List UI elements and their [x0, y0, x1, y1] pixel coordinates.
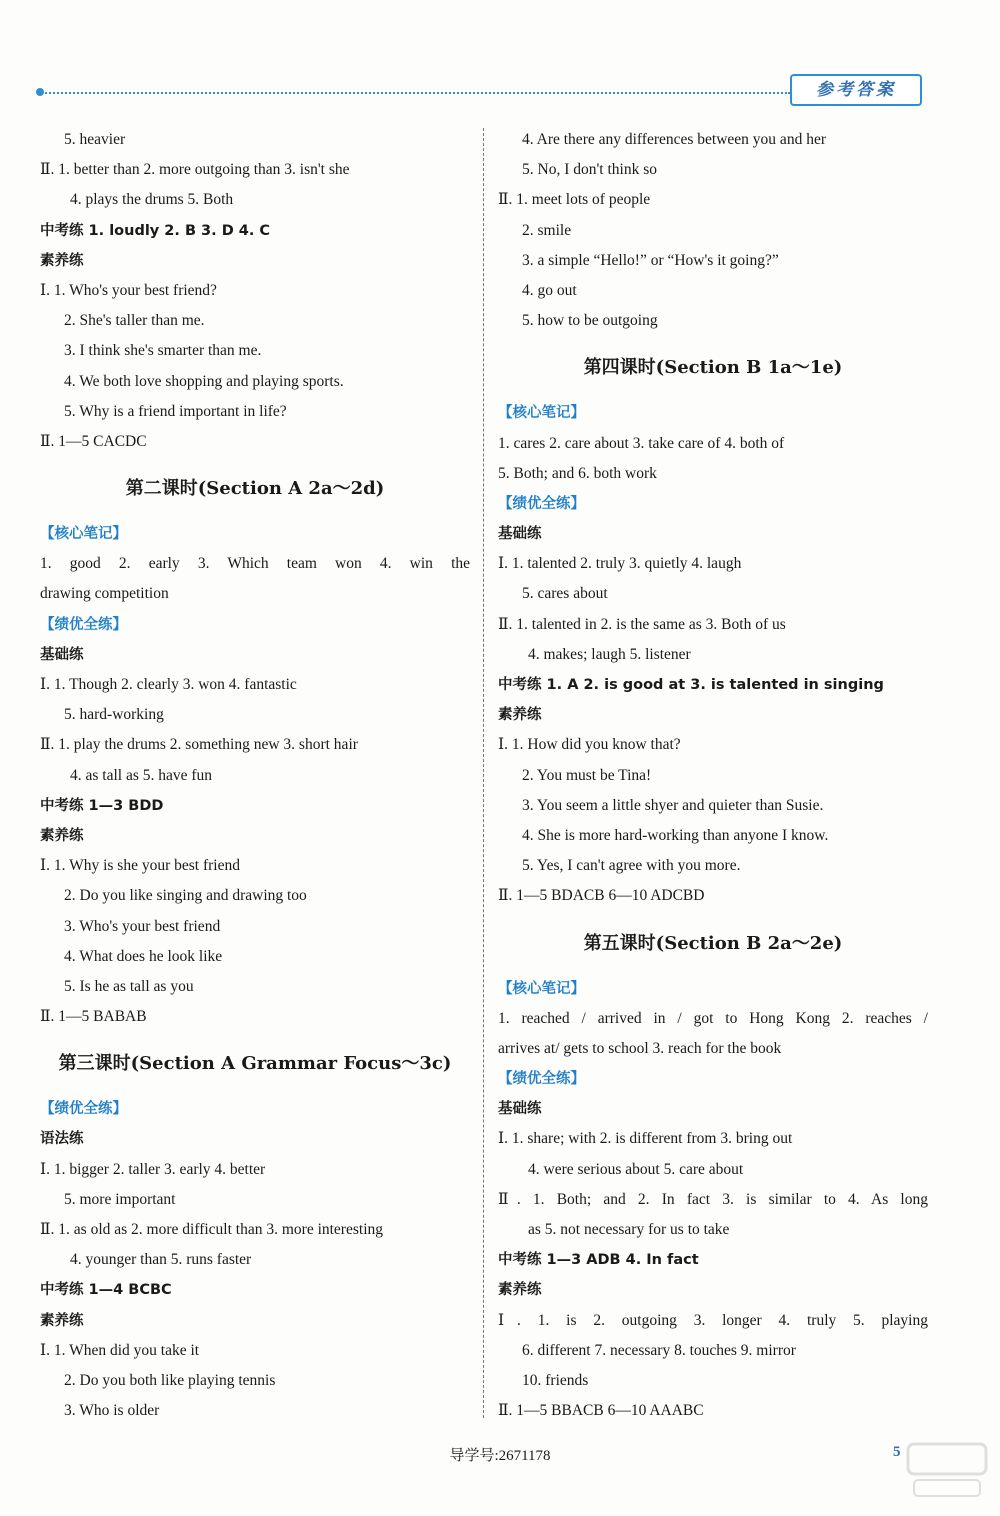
answer-line: 5. Yes, I can't agree with you more. [522, 857, 741, 875]
exercise-label: 中考练 1—3 ADB 4. In fact [498, 1252, 699, 1269]
exercise-label: 中考练 1. A 2. is good at 3. is talented in singing [498, 677, 884, 693]
answer-line: Ⅱ. 1—5 BABAB [40, 1008, 147, 1026]
answer-line: 3. Who is older [64, 1402, 160, 1420]
answer-line: 5. heavier [64, 131, 126, 148]
answer-line: 10. friends [522, 1371, 589, 1389]
answer-line: 6. different 7. necessary 8. touches 9. mirror [522, 1341, 796, 1359]
answer-line: 1. cares 2. care about 3. take care of 4. both of [498, 434, 785, 452]
answer-line: as 5. not necessary for us to take [528, 1221, 730, 1238]
right-column [498, 125, 928, 1426]
exercise-label: 中考练 1—3 BDD [40, 797, 164, 814]
exercise-label: 基础练 [498, 1101, 542, 1118]
page-number: 5 [893, 1444, 901, 1460]
answer-line: 5. Why is a friend important in life? [64, 402, 287, 420]
answer-line: 4. What does he look like [64, 947, 223, 965]
answer-line: 1. reached / arrived in / got to Hong Kong 2. reaches / [498, 1009, 928, 1027]
answer-line: 5. Is he as tall as you [64, 977, 194, 995]
answer-line: 3. a simple “Hello!” or “How's it going?” [522, 251, 779, 269]
answer-line: 4. makes; laugh 5. listener [528, 645, 691, 663]
exercise-label: 素养练 [40, 827, 84, 844]
answer-line: Ⅱ. 1. play the drums 2. something new 3. short hair [40, 736, 358, 754]
exercise-label: 素养练 [498, 1282, 542, 1299]
answer-line: Ⅱ. 1. talented in 2. is the same as 3. Both of us [498, 615, 786, 633]
exercise-label: 中考练 1. loudly 2. B 3. D 4. C [40, 222, 271, 239]
section-tag: 【核心笔记】 [498, 980, 585, 997]
answer-line: 3. I think she's smarter than me. [64, 342, 262, 360]
answer-line: Ⅰ. 1. How did you know that? [498, 736, 681, 754]
answer-line: Ⅰ. 1. is 2. outgoing 3. longer 4. truly 5. playing [498, 1311, 928, 1329]
answer-line: 4. We both love shopping and playing sports. [64, 372, 344, 390]
answer-line: Ⅰ. 1. Why is she your best friend [40, 857, 240, 875]
answer-key-badge: 参考答案 [790, 74, 922, 106]
answer-line: 2. She's taller than me. [64, 312, 205, 330]
answer-line: 2. smile [522, 221, 572, 239]
exercise-label: 素养练 [498, 707, 542, 724]
section-heading: 第二课时(Section A 2a～2d) [125, 478, 385, 500]
answer-line: 5. cares about [522, 585, 608, 603]
answer-line: Ⅱ. 1—5 BBACB 6—10 AAABC [498, 1402, 704, 1420]
answer-line: Ⅰ. 1. Though 2. clearly 3. won 4. fantastic [40, 676, 297, 693]
section-tag: 【绩优全练】 [498, 1071, 585, 1088]
answer-line: Ⅱ. 1. better than 2. more outgoing than 3. isn't she [40, 161, 350, 179]
answer-line: 2. Do you both like playing tennis [64, 1371, 276, 1389]
watermark-logo [900, 1436, 995, 1506]
answer-line: 2. You must be Tina! [522, 766, 652, 784]
section-heading: 第五课时(Section B 2a～2e) [583, 932, 843, 954]
section-heading: 第三课时(Section A Grammar Focus～3c) [58, 1053, 452, 1075]
answer-line: 5. No, I don't think so [522, 161, 657, 179]
exercise-label: 素养练 [40, 252, 84, 269]
answer-line: drawing competition [40, 585, 169, 603]
answer-line: 4. were serious about 5. care about [528, 1160, 744, 1178]
left-column [40, 125, 470, 1426]
answer-line: 5. more important [64, 1190, 176, 1208]
answer-line: Ⅰ. 1. share; with 2. is different from 3. bring out [498, 1130, 793, 1148]
answer-line: Ⅱ. 1—5 CACDC [40, 432, 147, 450]
answer-line: 4. plays the drums 5. Both [70, 191, 234, 209]
exercise-label: 素养练 [40, 1312, 84, 1329]
answer-line: 4. go out [522, 281, 577, 299]
answer-line: Ⅱ. 1. Both; and 2. In fact 3. is similar to 4. As long [498, 1190, 928, 1208]
answer-line: Ⅰ. 1. bigger 2. taller 3. early 4. better [40, 1160, 266, 1178]
answer-line: arrives at/ gets to school 3. reach for the book [498, 1039, 782, 1057]
answer-line: 5. hard-working [64, 706, 164, 724]
answer-line: 3. Who's your best friend [64, 917, 221, 935]
exercise-label: 基础练 [40, 646, 84, 663]
section-tag: 【核心笔记】 [498, 405, 585, 422]
answer-line: Ⅰ. 1. talented 2. truly 3. quietly 4. laugh [498, 555, 742, 573]
answer-line: Ⅱ. 1. meet lots of people [498, 191, 651, 209]
column-divider [483, 128, 484, 1418]
guide-code: 导学号:2671178 [449, 1448, 551, 1464]
section-tag: 【绩优全练】 [498, 495, 585, 512]
answer-line: Ⅱ. 1. as old as 2. more difficult than 3. more interesting [40, 1221, 383, 1238]
answer-line: 1. good 2. early 3. Which team won 4. win the [40, 555, 470, 573]
header-dotted-rule [38, 92, 790, 94]
answer-line: Ⅱ. 1—5 BDACB 6—10 ADCBD [498, 887, 705, 905]
answer-line: 4. Are there any differences between you and her [522, 131, 826, 148]
exercise-label: 基础练 [498, 526, 542, 543]
answer-line: 4. as tall as 5. have fun [70, 766, 213, 784]
answer-line: Ⅰ. 1. When did you take it [40, 1341, 200, 1359]
section-heading: 第四课时(Section B 1a～1e) [583, 357, 843, 379]
answer-line: 5. how to be outgoing [522, 312, 658, 330]
answer-line: 4. younger than 5. runs faster [70, 1251, 252, 1269]
exercise-label: 中考练 1—4 BCBC [40, 1282, 172, 1299]
exercise-label: 语法练 [40, 1131, 84, 1148]
answer-line: 3. You seem a little shyer and quieter than Susie. [522, 796, 824, 814]
section-tag: 【绩优全练】 [40, 616, 127, 633]
answer-line: 5. Both; and 6. both work [498, 464, 657, 482]
answer-line: 2. Do you like singing and drawing too [64, 887, 307, 905]
section-tag: 【核心笔记】 [40, 526, 127, 543]
section-tag: 【绩优全练】 [40, 1101, 127, 1118]
answer-line: 4. She is more hard-working than anyone I know. [522, 826, 829, 844]
answer-line: Ⅰ. 1. Who's your best friend? [40, 281, 217, 299]
